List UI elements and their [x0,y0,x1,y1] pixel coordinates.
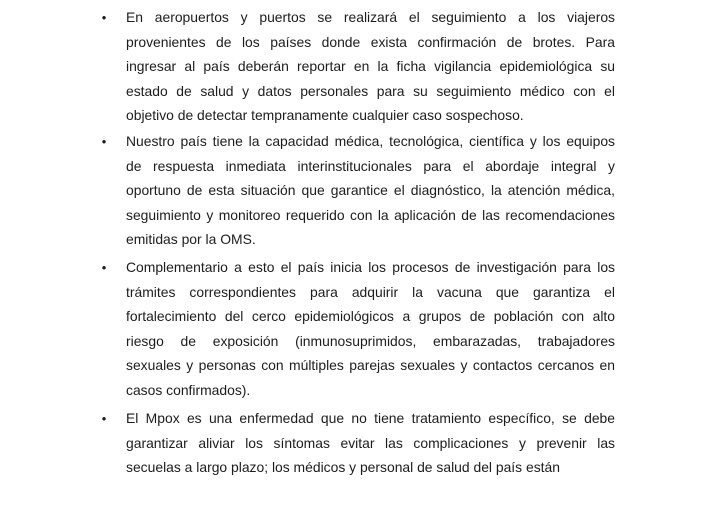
text-line: casos confirmados). [126,381,251,398]
text-line: oportuno de esta situación que garantice el diagnóstico, la atención médica, [126,182,615,198]
text-line: riesgo de exposición (inmunosuprimidos, embarazadas, trabajadores [126,332,615,349]
bullet-marker: • [101,10,107,25]
text-line: fortalecimiento del cerco epidemiológicos a grupos de población con alto [126,308,615,324]
text-line: En aeropuertos y puertos se realizará el seguimiento a los viajeros [126,9,615,25]
text-line: emitidas por la OMS. [126,231,256,247]
text-line: objetivo de detectar tempranamente cualquier caso sospechoso. [126,107,524,123]
text-line: secuelas a largo plazo; los médicos y personal de salud del país están [126,459,560,475]
bullet-marker: • [101,411,107,426]
bullet-marker: • [101,134,107,149]
text-line: Nuestro país tiene la capacidad médica, tecnológica, científica y los equipos [126,133,615,149]
text-line: provenientes de los países donde exista confirmación de brotes. Para [126,33,615,50]
bullet-marker: • [101,260,107,275]
text-line: de respuesta inmediata interinstitucionales para el abordaje integral y [126,157,615,174]
text-line: ingresar al país deberán reportar en la ficha vigilancia epidemiológica su [126,58,615,74]
text-line: Complementario a esto el país inicia los procesos de investigación para los [126,259,615,275]
text-line: trámites correspondientes para adquirir la vacuna que garantiza el [126,283,615,300]
text-line: garantizar aliviar los síntomas evitar las complicaciones y prevenir las [126,434,615,451]
text-line: El Mpox es una enfermedad que no tiene tratamiento específico, se debe [126,410,615,426]
text-line: estado de salud y datos personales para su seguimiento médico con el [126,82,615,99]
text-line: seguimiento y monitoreo requerido con la aplicación de las recomendaciones [126,206,615,223]
text-line: sexuales y personas con múltiples parejas sexuales y contactos cercanos en [126,357,615,373]
